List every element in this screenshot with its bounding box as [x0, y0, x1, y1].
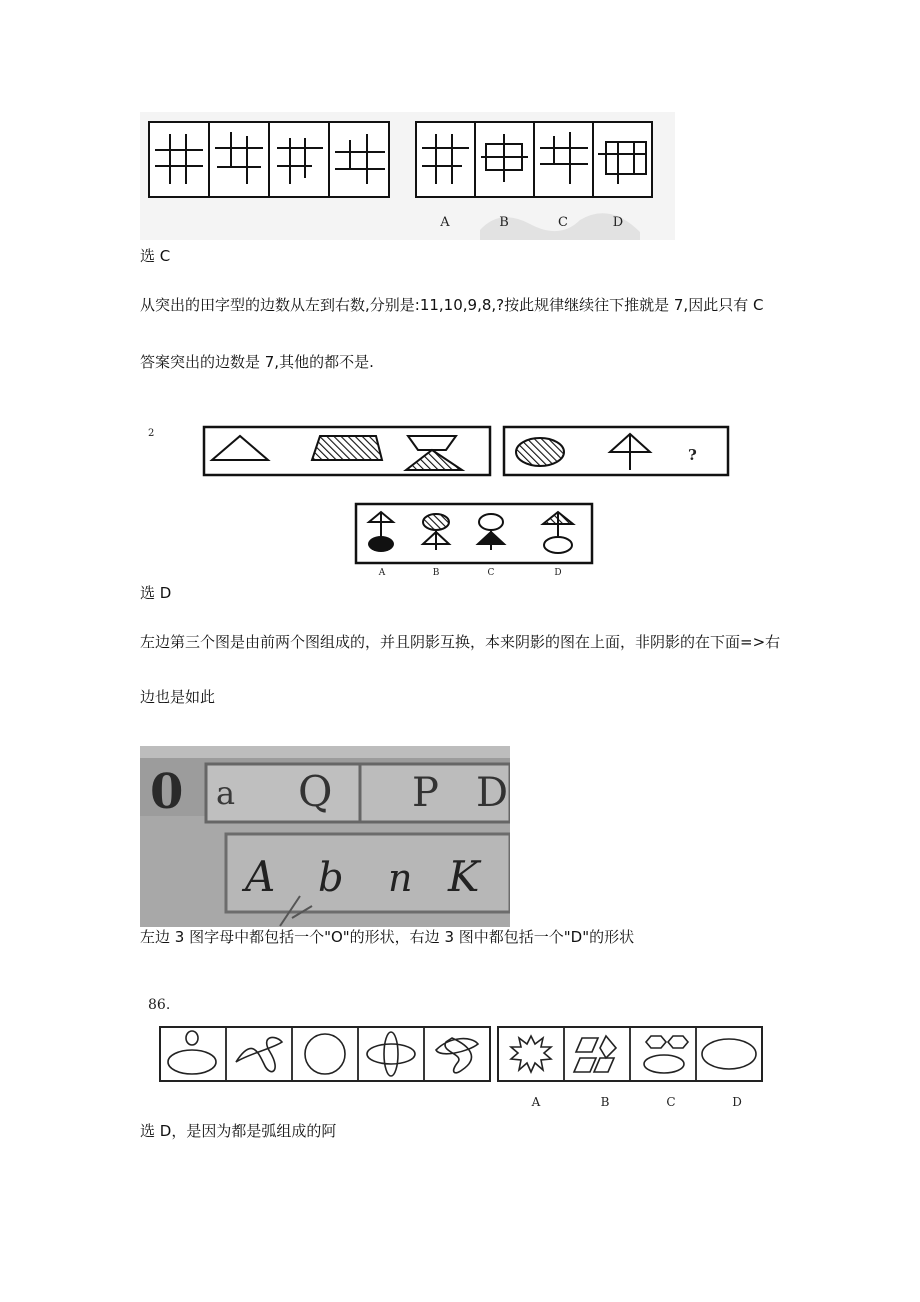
q3-option-letter-k: K [448, 852, 480, 901]
q2-explanation-line2: 边也是如此 [140, 688, 216, 706]
q3-left-letter-q: Q [298, 767, 333, 816]
q4-figure [140, 992, 780, 1120]
q2-explanation-line1: 左边第三个图是由前两个图组成的，并且阴影互换，本来阴影的图在上面，非阴影的在下面=>右 [140, 633, 781, 651]
q2-option-b: B [432, 568, 440, 578]
q1-figure-svg [140, 112, 675, 240]
q3-explanation: 左边 3 图字母中都包括一个"O"的形状，右边 3 图中都包括一个"D"的形状 [140, 928, 635, 946]
q2-option-c: C [487, 568, 495, 578]
q3-option-letter-a: A [245, 852, 276, 901]
q2-answer: 选 D [140, 584, 172, 602]
q2-option-a: A [378, 568, 386, 578]
q1-option-b: B [499, 215, 509, 230]
q3-option-letter-n: n [388, 856, 413, 900]
q3-left-letter-0: 0 [150, 764, 184, 820]
q4-option-a: A [531, 1095, 541, 1109]
q4-option-d: D [732, 1095, 742, 1109]
q2-question-mark: ? [688, 446, 697, 464]
q1-figure [140, 112, 675, 240]
q3-left-letter-a: a [216, 774, 236, 812]
q2-number: 2 [148, 428, 155, 439]
q4-option-b: B [600, 1095, 610, 1109]
q4-number: 86. [148, 997, 171, 1013]
q3-option-letter-b: b [318, 855, 344, 901]
q4-answer: 选 D，是因为都是弧组成的阿 [140, 1122, 337, 1140]
q1-answer: 选 C [140, 247, 171, 265]
q3-right-letter-d: D [476, 770, 509, 816]
q3-photo-figure [140, 746, 510, 927]
q1-option-c: C [558, 215, 568, 230]
q3-photo-svg [140, 746, 510, 927]
q2-figure [140, 420, 740, 585]
q1-option-d: D [612, 215, 624, 230]
q4-figure-svg [140, 992, 780, 1120]
q3-right-letter-p: P [412, 770, 439, 816]
q1-option-a: A [440, 215, 450, 230]
q4-option-c: C [666, 1095, 676, 1109]
q2-figure-svg [140, 420, 740, 585]
q1-explanation-line1: 从突出的田字型的边数从左到右数,分别是:11,10,9,8,?按此规律继续往下推就是 7,因此只有 C [140, 296, 764, 314]
q2-option-d: D [554, 568, 562, 578]
q1-explanation-line2: 答案突出的边数是 7,其他的都不是. [140, 353, 374, 371]
